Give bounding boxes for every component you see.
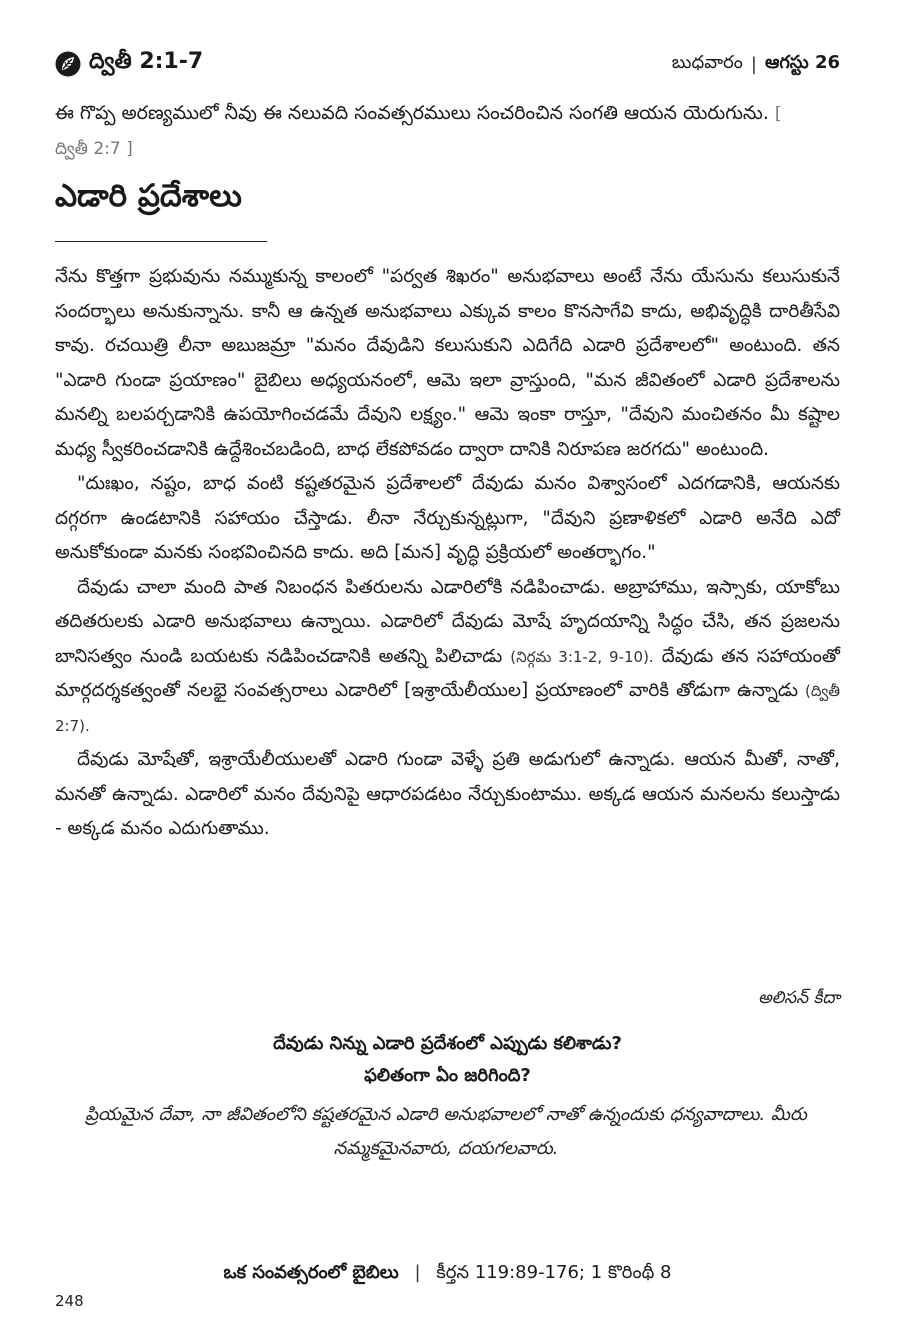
leaf-logo-icon [55, 51, 81, 77]
devotion-body [55, 260, 840, 847]
page-number: 248 [55, 1292, 84, 1310]
header-date [672, 52, 840, 77]
scripture-reference: ద్వితీ 2:1-7 [89, 49, 204, 74]
header-separator: | [750, 53, 757, 75]
date: ఆగస్టు 26 [764, 51, 840, 73]
bible-in-a-year [55, 1262, 840, 1287]
devotion-title: ఎడారి ప్రదేశాలు [55, 178, 242, 214]
body-paragraph-3 [55, 571, 840, 744]
reflection-question [55, 1028, 840, 1092]
bible-in-a-year-label: ఒక సంవత్సరంలో బైబిలు [223, 1262, 399, 1283]
author-name: అలిసన్ కీదా [758, 988, 840, 1008]
title-divider [55, 241, 267, 242]
page-header [55, 44, 840, 84]
key-verse-text: ఈ గొప్ప అరణ్యములో నీవు ఈ నలువది సంవత్సరములు సంచరించిన సంగతి ఆయన యెరుగును. [55, 102, 769, 124]
key-verse [55, 96, 802, 166]
body-paragraph-3-middle: దేవుడు తన సహాయంతో మార్గదర్శకత్వంతో నలభై సంవత్సరాలు ఎడారిలో [ఇశ్రాయేలీయుల] ప్రయాణంలో వారికి తోడుగా ఉన్నాడు [55, 645, 840, 701]
body-paragraph-2: "దుఃఖం, నష్టం, బాధ వంటి కష్టతరమైన ప్రదేశాలలో దేవుడు మనం విశ్వాసంలో ఎదగడానికి, ఆయనకు దగ్గరగా ఉండటానికి సహాయం చేస్తాడు. లీనా నేర్చుకున్నట్లుగా, "దేవుని ప్రణాళికలో ఎడారి అనేది ఎదో అనుకోకుండా మనకు సంభవించినది కాదు. అది [మన] వృద్ధి ప్రక్రియలో అంతర్భాగం." [55, 473, 841, 563]
weekday: బుధవారం [671, 51, 743, 73]
prayer: ప్రియమైన దేవా, నా జీవితంలోని కష్టతరమైన ఎడారి అనుభవాలలో నాతో ఉన్నందుకు ధన్యవాదాలు. మీరు నమ్మకమైనవారు, దయగలవారు. [85, 1104, 807, 1159]
key-verse-reference: [ ద్వితీ 2:7 ] [55, 104, 782, 159]
bible-in-a-year-readings: కీర్తన 119:89-176; 1 కొరింథీ 8 [436, 1262, 672, 1283]
citation-exodus: (నిర్గమ 3:1-2, 9-10). [510, 647, 654, 666]
body-paragraph-3-start: దేవుడు చాలా మంది పాత నిబంధన పితరులను ఎడారిలోకి నడిపించాడు. అబ్రాహాము, ఇస్సాకు, యాకోబు తదితరులకు ఎడారి అనుభవాలు ఉన్నాయి. ఎడారిలో దేవుడు మోషే హృదయాన్ని సిద్ధం చేసి, తన ప్రజలను బానిసత్వం నుండి బయటకు నడిపించడానికి అతన్ని పిలిచాడు [55, 576, 840, 667]
footer-separator: | [414, 1262, 421, 1283]
question-line-2: ఫలితంగా ఏం జరిగింది? [364, 1065, 531, 1086]
citation-deuteronomy: (ద్వితీ 2:7). [55, 682, 840, 735]
body-paragraph-1: నేను కొత్తగా ప్రభువును నమ్ముకున్న కాలంలో "పర్వత శిఖరం" అనుభవాలు అంటే నేను యేసును కలుసుకునే సందర్భాలు అనుకున్నాను. కానీ ఆ ఉన్నత అనుభవాలు ఎక్కువ కాలం కొనసాగేవి కాదు, అభివృద్ధికి దారితీసేవి కావు. రచయిత్రి లీనా అబుజమ్రా "మనం దేవుడిని కలుసుకుని ఎదిగేది ఎడారి ప్రదేశాలలో" అంటుంది. తన "ఎడారి గుండా ప్రయాణం" బైబిలు అధ్యయనంలో, ఆమె ఇలా వ్రాస్తుంది, "మన జీవితంలో ఎడారి ప్రదేశాలను మనల్ని బలపర్చడానికి ఉపయోగించడమే దేవుని లక్ష్యం." ఆమె ఇంకా రాస్తూ, "దేవుని మంచితనం మీ కష్టాల మధ్య స్వీకరించడానికి ఉద్దేశించబడింది, బాధ లేకపోవడం ద్వారా దానికి నిరూపణ జరగదు" అంటుంది. [55, 266, 840, 460]
header-left [55, 49, 203, 79]
question-line-1: దేవుడు నిన్ను ఎడారి ప్రదేశంలో ఎప్పుడు కలిశాడు? [273, 1033, 622, 1054]
body-paragraph-4: దేవుడు మోషేతో, ఇశ్రాయేలీయులతో ఎడారి గుండా వెళ్ళే ప్రతి అడుగులో ఉన్నాడు. ఆయన మీతో, నాతో, మనతో ఉన్నాడు. ఎడారిలో మనం దేవునిపై ఆధారపడటం నేర్చుకుంటాము. అక్కడ ఆయన మనలను కలుస్తాడు - అక్కడ మనం ఎదుగుతాము. [55, 749, 840, 839]
